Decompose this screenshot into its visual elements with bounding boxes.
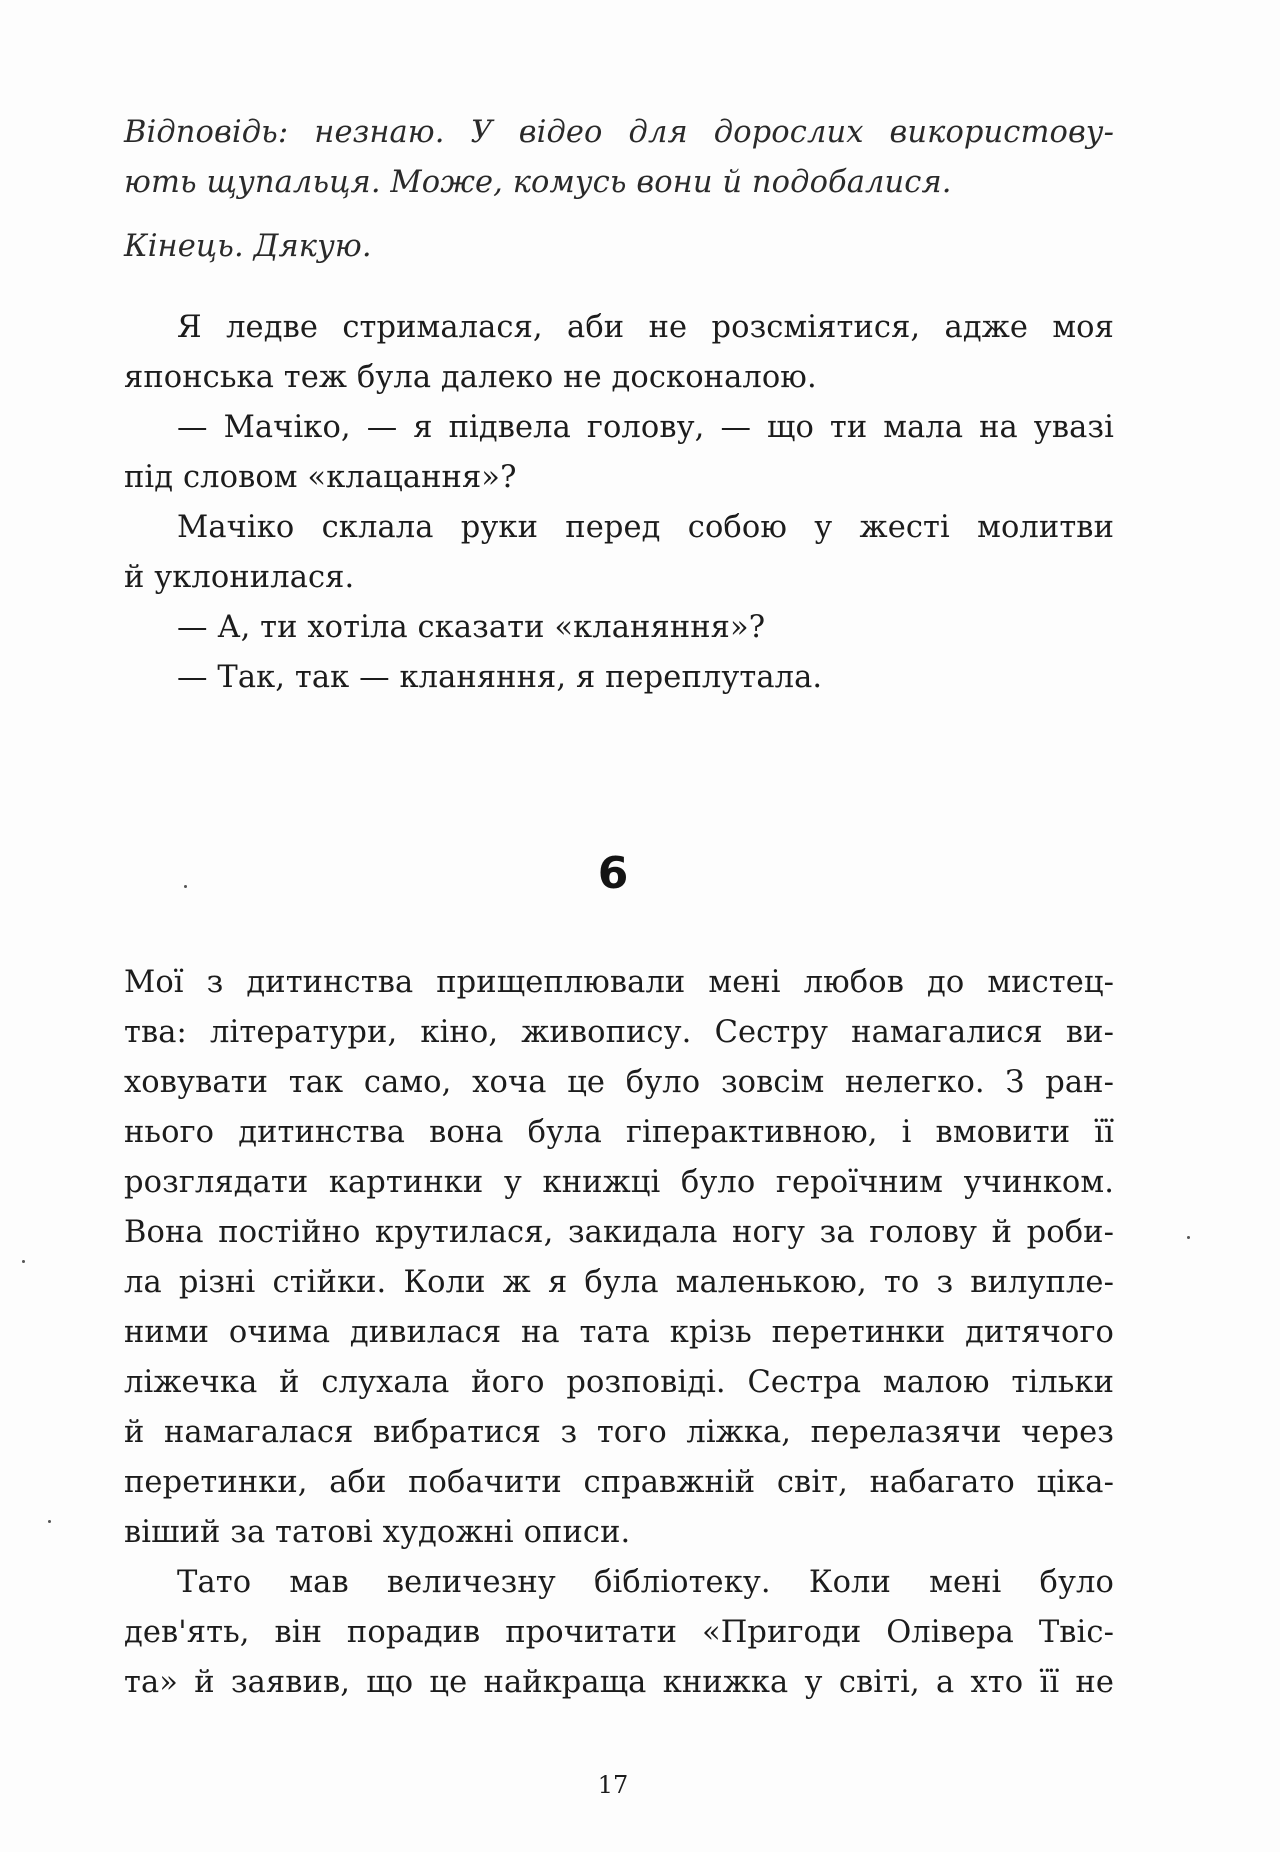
text-line: ла різні стійки. Коли ж я була маленькою, то з вилупле- xyxy=(124,1265,1114,1300)
text-line: й уклонилася. xyxy=(124,560,355,595)
text-line: ховувати так само, хоча це було зовсім нелегко. З ран- xyxy=(124,1065,1114,1100)
text-line: Вона постійно крутилася, закидала ногу за голову й роби- xyxy=(124,1215,1114,1250)
text-line: Мої з дитинства прищеплювали мені любов до мистец- xyxy=(124,965,1114,1000)
text-line: — Так, так — кланяння, я переплутала. xyxy=(177,660,823,695)
text-line: перетинки, аби побачити справжній світ, набагато ціка- xyxy=(124,1465,1114,1500)
chapter-number: 6 xyxy=(597,848,629,899)
text-line: японська теж була далеко не досконалою. xyxy=(124,360,817,395)
text-line: дев'ять, він порадив прочитати «Пригоди Олівера Твіс- xyxy=(124,1615,1114,1650)
dialogue-block xyxy=(124,303,1114,703)
text-line: Кінець. Дякую. xyxy=(124,229,372,264)
scan-speck xyxy=(184,885,187,888)
text-line: ними очима дивилася на тата крізь перетинки дитячого xyxy=(124,1315,1114,1350)
italic-ending-block xyxy=(124,222,1114,272)
text-line: та» й заявив, що це найкраща книжка у світі, а хто її не xyxy=(124,1665,1114,1700)
text-line: ють щупальця. Може, комусь вони й подобалися. xyxy=(124,165,952,200)
text-line: під словом «клацання»? xyxy=(124,460,517,495)
text-line: віший за татові художні описи. xyxy=(124,1515,631,1550)
chapter-text-block xyxy=(124,958,1114,1708)
text-line: — А, ти хотіла сказати «кланяння»? xyxy=(177,610,766,645)
text-line: нього дитинства вона була гіперактивною, і вмовити її xyxy=(124,1115,1114,1150)
text-line: — Мачіко, — я підвела голову, — що ти мала на увазі xyxy=(177,410,1114,445)
text-line: Мачіко склала руки перед собою у жесті молитви xyxy=(177,510,1114,545)
scan-speck xyxy=(48,1520,51,1523)
text-line: Тато мав величезну бібліотеку. Коли мені було xyxy=(177,1565,1114,1600)
text-line: Відповідь: незнаю. У відео для дорослих використову- xyxy=(124,115,1114,150)
scan-speck xyxy=(22,1260,25,1263)
scan-speck xyxy=(1187,1236,1190,1239)
italic-answer-block xyxy=(124,108,1114,208)
text-line: й намагалася вибратися з того ліжка, перелазячи через xyxy=(124,1415,1114,1450)
text-line: тва: літератури, кіно, живопису. Сестру намагалися ви- xyxy=(124,1015,1114,1050)
text-line: Я ледве стрималася, аби не розсміятися, адже моя xyxy=(177,310,1114,345)
text-line: розглядати картинки у книжці було героїчним учинком. xyxy=(124,1165,1114,1200)
text-line: ліжечка й слухала його розповіді. Сестра малою тільки xyxy=(124,1365,1114,1400)
page-number: 17 xyxy=(597,1771,629,1799)
